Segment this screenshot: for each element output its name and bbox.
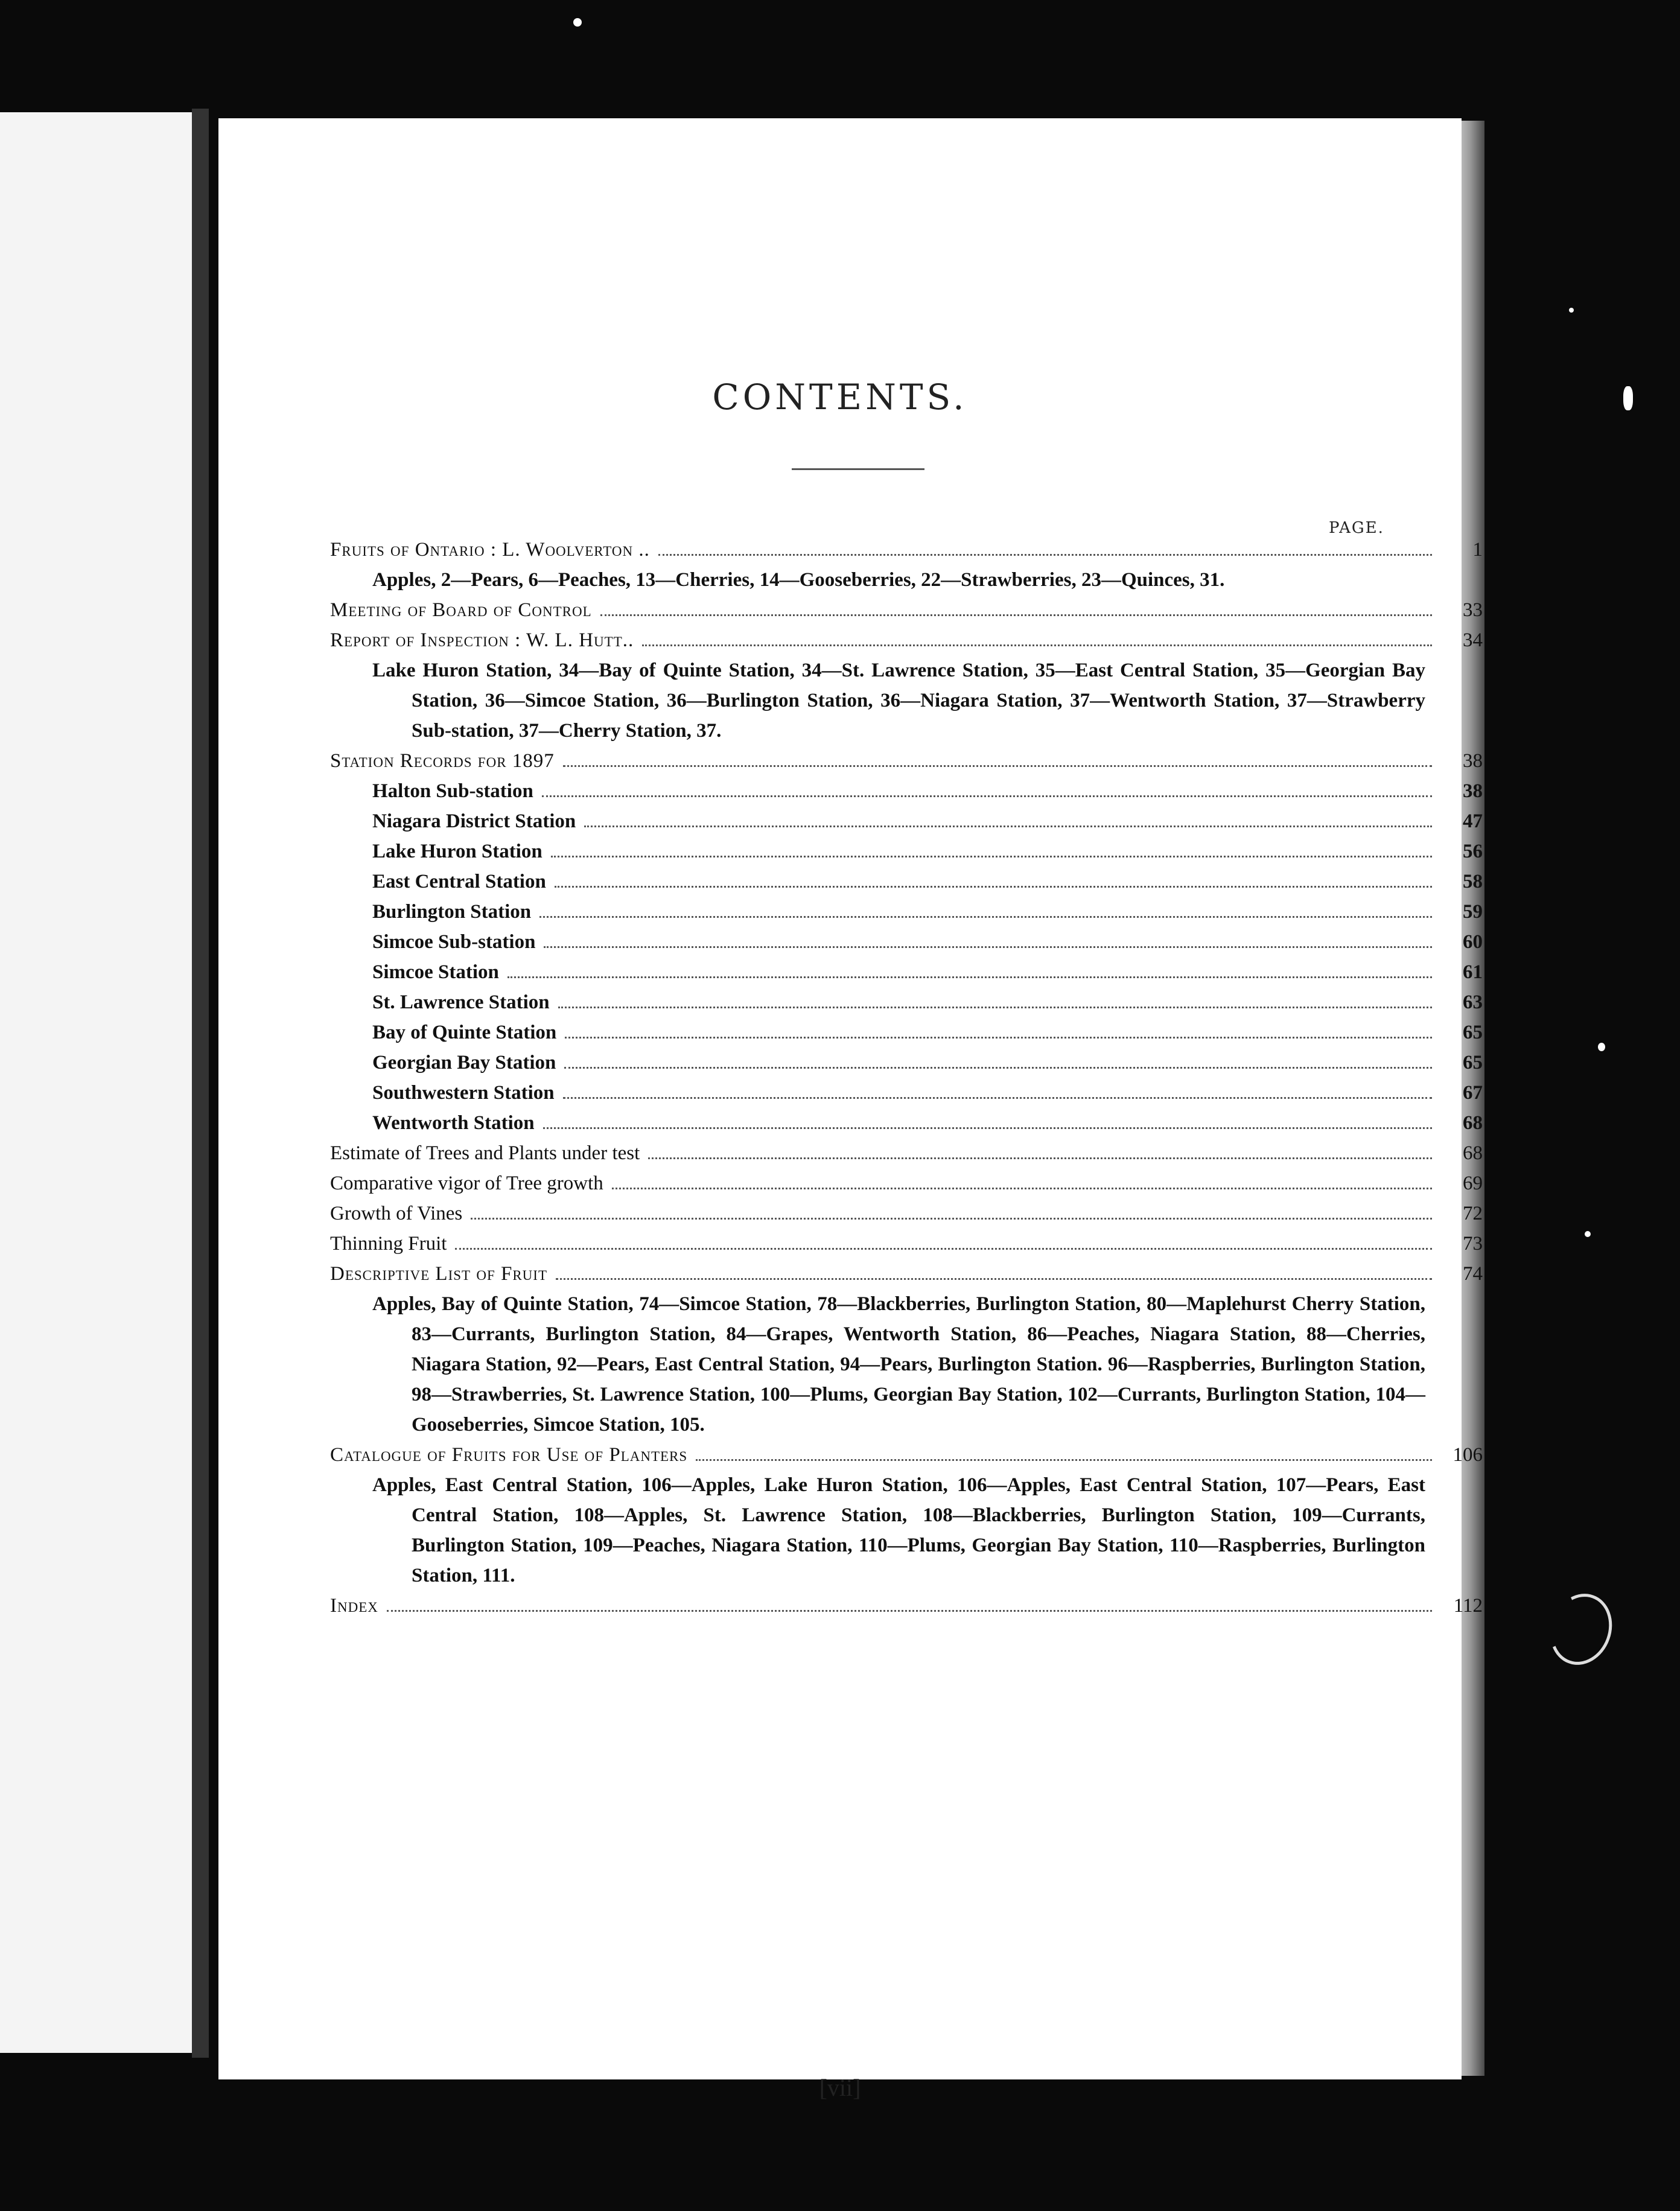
toc-entry-label: Growth of Vines [330, 1203, 463, 1224]
book-gutter [192, 109, 209, 2058]
toc-entry [330, 625, 1483, 655]
toc-entry [330, 1048, 1483, 1078]
toc-page-number: 72 [1463, 1203, 1483, 1224]
toc-subentry-list: Apples, East Central Station, 106—Apples, Lake Huron Station, 106—Apples, East Central Station, 107—Pears, East Central Station, 108—Apples, St. Lawrence Station, 108—Blackberries, Burlington Station, 109—Currants, Burlington Station, 109—Peaches, Niagara Station, 110—Plums, Georgian Bay Station, 110—Raspberries, Burlington Station, 111. [372, 1474, 1425, 1586]
toc-leader-dots [471, 1218, 1432, 1220]
toc-entry-label: Southwestern Station [372, 1082, 555, 1104]
scan-speck [573, 18, 582, 27]
toc-page-number: 67 [1463, 1082, 1483, 1104]
scan-speck [1569, 308, 1574, 313]
toc-entry-label: Lake Huron Station [372, 841, 542, 862]
toc-entry [330, 1017, 1483, 1048]
toc-leader-dots [539, 916, 1432, 918]
toc-page-number: 65 [1463, 1022, 1483, 1043]
toc-entry [330, 1168, 1483, 1198]
toc-entry-label: Comparative vigor of Tree growth [330, 1172, 603, 1194]
toc-page-number: 68 [1463, 1112, 1483, 1134]
toc-leader-dots [558, 1007, 1432, 1008]
toc-leader-dots [542, 795, 1432, 797]
toc-entry [330, 1198, 1483, 1229]
toc-leader-dots [544, 946, 1432, 948]
toc-page-number: 65 [1463, 1052, 1483, 1074]
contents-page [218, 118, 1483, 2101]
toc-entry-label: Simcoe Sub-station [372, 931, 536, 953]
scan-speck [1623, 386, 1633, 410]
toc-entry [330, 867, 1483, 897]
toc-entry [330, 987, 1483, 1017]
toc-leader-dots [696, 1459, 1432, 1461]
toc-page-number: 60 [1463, 931, 1483, 953]
toc-entry-label: Niagara District Station [372, 810, 576, 832]
toc-entry [330, 1138, 1483, 1168]
toc-leader-dots [658, 554, 1432, 556]
toc-entry [330, 746, 1483, 776]
scan-artifact-arc [1540, 1585, 1621, 1674]
toc-page-number: 38 [1463, 750, 1483, 772]
toc-page-number: 1 [1472, 539, 1483, 561]
toc-leader-dots [551, 856, 1432, 857]
toc-entry-label: Simcoe Station [372, 961, 499, 983]
toc-leader-dots [508, 976, 1432, 978]
toc-subentry-list: Lake Huron Station, 34—Bay of Quinte Station, 34—St. Lawrence Station, 35—East Central Station, 35—Georgian Bay Station, 36—Simcoe Station, 36—Burlington Station, 36—Niagara Station, 37—Wentworth Station, 37—Strawberry Sub-station, 37—Cherry Station, 37. [372, 660, 1425, 742]
toc-entry-label: Thinning Fruit [330, 1233, 447, 1255]
toc-page-number: 112 [1453, 1595, 1483, 1617]
toc-entry-label: Meeting of Board of Control [330, 599, 592, 621]
toc-entry-label: Bay of Quinte Station [372, 1022, 557, 1043]
toc-page-number: 58 [1463, 871, 1483, 892]
toc-entry-label: St. Lawrence Station [372, 991, 550, 1013]
toc-leader-dots [565, 1037, 1432, 1039]
toc-leader-dots [584, 826, 1432, 827]
toc-page-number: 68 [1463, 1142, 1483, 1164]
page-title: CONTENTS. [712, 377, 968, 418]
toc-leader-dots [612, 1188, 1432, 1189]
scan-speck [1598, 1043, 1605, 1051]
toc-page-number: 34 [1463, 629, 1483, 651]
toc-entry [330, 957, 1483, 987]
toc-entry-label: Catalogue of Fruits for Use of Planters [330, 1444, 688, 1466]
facing-page-edge [0, 112, 193, 2053]
toc-entry-label: Wentworth Station [372, 1112, 535, 1134]
toc-page-number: 69 [1463, 1172, 1483, 1194]
toc-leader-dots [387, 1610, 1432, 1612]
toc-entry [330, 1108, 1483, 1138]
toc-leader-dots [563, 1097, 1432, 1099]
toc-entry [330, 836, 1483, 867]
page-column-header: PAGE. [1329, 519, 1384, 537]
toc-leader-dots [642, 644, 1432, 646]
toc-page-number: 74 [1463, 1263, 1483, 1285]
toc-entry [330, 927, 1483, 957]
toc-subentry-list: Apples, Bay of Quinte Station, 74—Simcoe Station, 78—Blackberries, Burlington Station, 80—Maplehurst Cherry Station, 83—Currants, Burlington Station, 84—Grapes, Wentworth Station, 86—Peaches, Niagara Station, 88—Cherries, Niagara Station, 92—Pears, East Central Station, 94—Pears, Burlington Station. 96—Raspberries, Burlington Station, 98—Strawberries, St. Lawrence Station, 100—Plums, Georgian Bay Station, 102—Currants, Burlington Station, 104—Gooseberries, Simcoe Station, 105. [372, 1293, 1425, 1436]
toc-entry-label: East Central Station [372, 871, 546, 892]
toc-page-number: 59 [1463, 901, 1483, 923]
toc-leader-dots [564, 1067, 1432, 1069]
toc-page-number: 56 [1463, 841, 1483, 862]
toc-entry [330, 806, 1483, 836]
scan-speck [1585, 1231, 1591, 1237]
page-folio: [vii] [819, 2074, 861, 2101]
toc-entry [330, 897, 1483, 927]
toc-leader-dots [563, 765, 1432, 767]
toc-page-number: 38 [1463, 780, 1483, 802]
toc-entry-label: Fruits of Ontario : L. Woolverton .. [330, 539, 650, 561]
toc-page-number: 106 [1452, 1444, 1483, 1466]
toc-entry [330, 1440, 1483, 1470]
toc-page-number: 61 [1463, 961, 1483, 983]
toc-leader-dots [543, 1127, 1432, 1129]
toc-entry [330, 535, 1483, 565]
toc-leader-dots [600, 614, 1432, 616]
toc-entry [330, 776, 1483, 806]
toc-leader-dots [648, 1157, 1432, 1159]
toc-page-number: 33 [1463, 599, 1483, 621]
toc-leader-dots [455, 1248, 1432, 1250]
toc-entry-label: Burlington Station [372, 901, 532, 923]
toc-entry-label: Station Records for 1897 [330, 750, 555, 772]
toc-entry [330, 595, 1483, 625]
toc-entry-label: Georgian Bay Station [372, 1052, 556, 1074]
toc-entry [330, 1591, 1483, 1621]
toc-page-number: 73 [1463, 1233, 1483, 1255]
toc-page-number: 47 [1463, 810, 1483, 832]
title-rule [792, 468, 924, 470]
toc-entry [330, 1078, 1483, 1108]
toc-leader-dots [556, 1278, 1432, 1280]
toc-entry-label: Report of Inspection : W. L. Hutt.. [330, 629, 634, 651]
toc-entry [330, 1259, 1483, 1289]
toc-entry-label: Halton Sub-station [372, 780, 533, 802]
toc-page-number: 63 [1463, 991, 1483, 1013]
toc-entry-label: Descriptive List of Fruit [330, 1263, 547, 1285]
table-of-contents [330, 535, 1483, 1621]
toc-entry-label: Index [330, 1595, 378, 1617]
toc-entry [330, 1229, 1483, 1259]
toc-subentry-list: Apples, 2—Pears, 6—Peaches, 13—Cherries, 14—Gooseberries, 22—Strawberries, 23—Quinces, 31. [372, 569, 1225, 591]
toc-entry-label: Estimate of Trees and Plants under test [330, 1142, 640, 1164]
toc-leader-dots [555, 886, 1432, 888]
